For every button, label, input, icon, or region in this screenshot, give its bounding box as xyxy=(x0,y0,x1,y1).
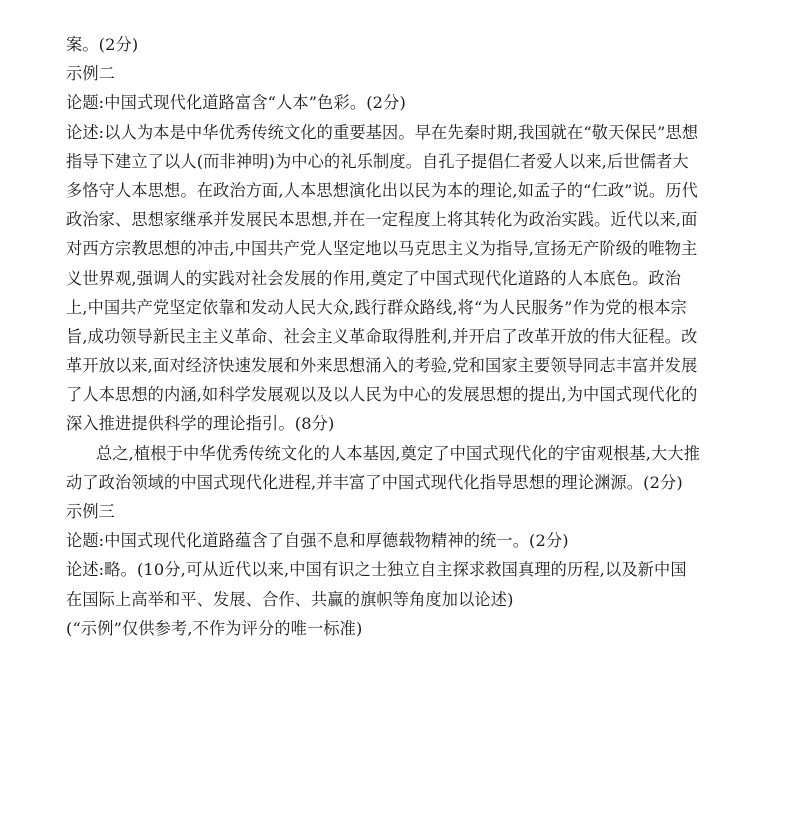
thesis-line: 论题:中国式现代化道路富含“人本”色彩。(2分) xyxy=(66,93,406,113)
example-heading: 示例三 xyxy=(66,502,116,521)
answer-key-page xyxy=(66,30,766,643)
text-line: 论述:以人为本是中华优秀传统文化的重要基因。早在先秦时期,我国就在“敬天保民”思想 xyxy=(66,122,699,142)
text-line: 上,中国共产党坚定依靠和发动人民大众,践行群众路线,将“为人民服务”作为党的根本宗 xyxy=(66,297,687,317)
text-line: 革开放以来,面对经济快速发展和外来思想涌入的考验,党和国家主要领导同志丰富并发展 xyxy=(66,356,698,376)
text-line: 动了政治领域的中国式现代化进程,并丰富了中国式现代化指导思想的理论渊源。(2分) xyxy=(66,472,683,492)
text-line: 了人本思想的内涵,如科学发展观以及以人民为中心的发展思想的提出,为中国式现代化的 xyxy=(66,385,698,405)
text-line: 深入推进提供科学的理论指引。(8分) xyxy=(66,414,335,434)
text-line: 义世界观,强调人的实践对社会发展的作用,奠定了中国式现代化道路的人本底色。政治 xyxy=(66,268,682,288)
text-line: 论述:略。(10分,可从近代以来,中国有识之士独立自主探求救国真理的历程,以及新中国 xyxy=(66,560,687,580)
text-line: 指导下建立了以人(而非神明)为中心的礼乐制度。自孔子提倡仁者爱人以来,后世儒者大 xyxy=(66,151,689,171)
example-heading: 示例二 xyxy=(66,64,116,84)
thesis-line: 论题:中国式现代化道路蕴含了自强不息和厚德载物精神的统一。(2分) xyxy=(66,531,569,551)
text-line: 在国际上高举和平、发展、合作、共赢的旗帜等角度加以论述) xyxy=(66,589,514,609)
note-line: (“示例”仅供参考,不作为评分的唯一标准) xyxy=(66,618,363,638)
text-line: 对西方宗教思想的冲击,中国共产党人坚定地以马克思主义为指导,宣扬无产阶级的唯物主 xyxy=(66,239,698,259)
text-line: 案。(2分) xyxy=(66,35,139,54)
text-line: 多恪守人本思想。在政治方面,人本思想演化出以民为本的理论,如孟子的“仁政”说。历代 xyxy=(66,180,698,200)
text-line: 旨,成功领导新民主主义革命、社会主义革命取得胜利,并开启了改革开放的伟大征程。改 xyxy=(66,326,698,346)
text-line: 政治家、思想家继承并发展民本思想,并在一定程度上将其转化为政治实践。近代以来,面 xyxy=(66,210,698,230)
conclusion-line: 总之,植根于中华优秀传统文化的人本基因,奠定了中国式现代化的宇宙观根基,大大推 xyxy=(96,443,701,463)
